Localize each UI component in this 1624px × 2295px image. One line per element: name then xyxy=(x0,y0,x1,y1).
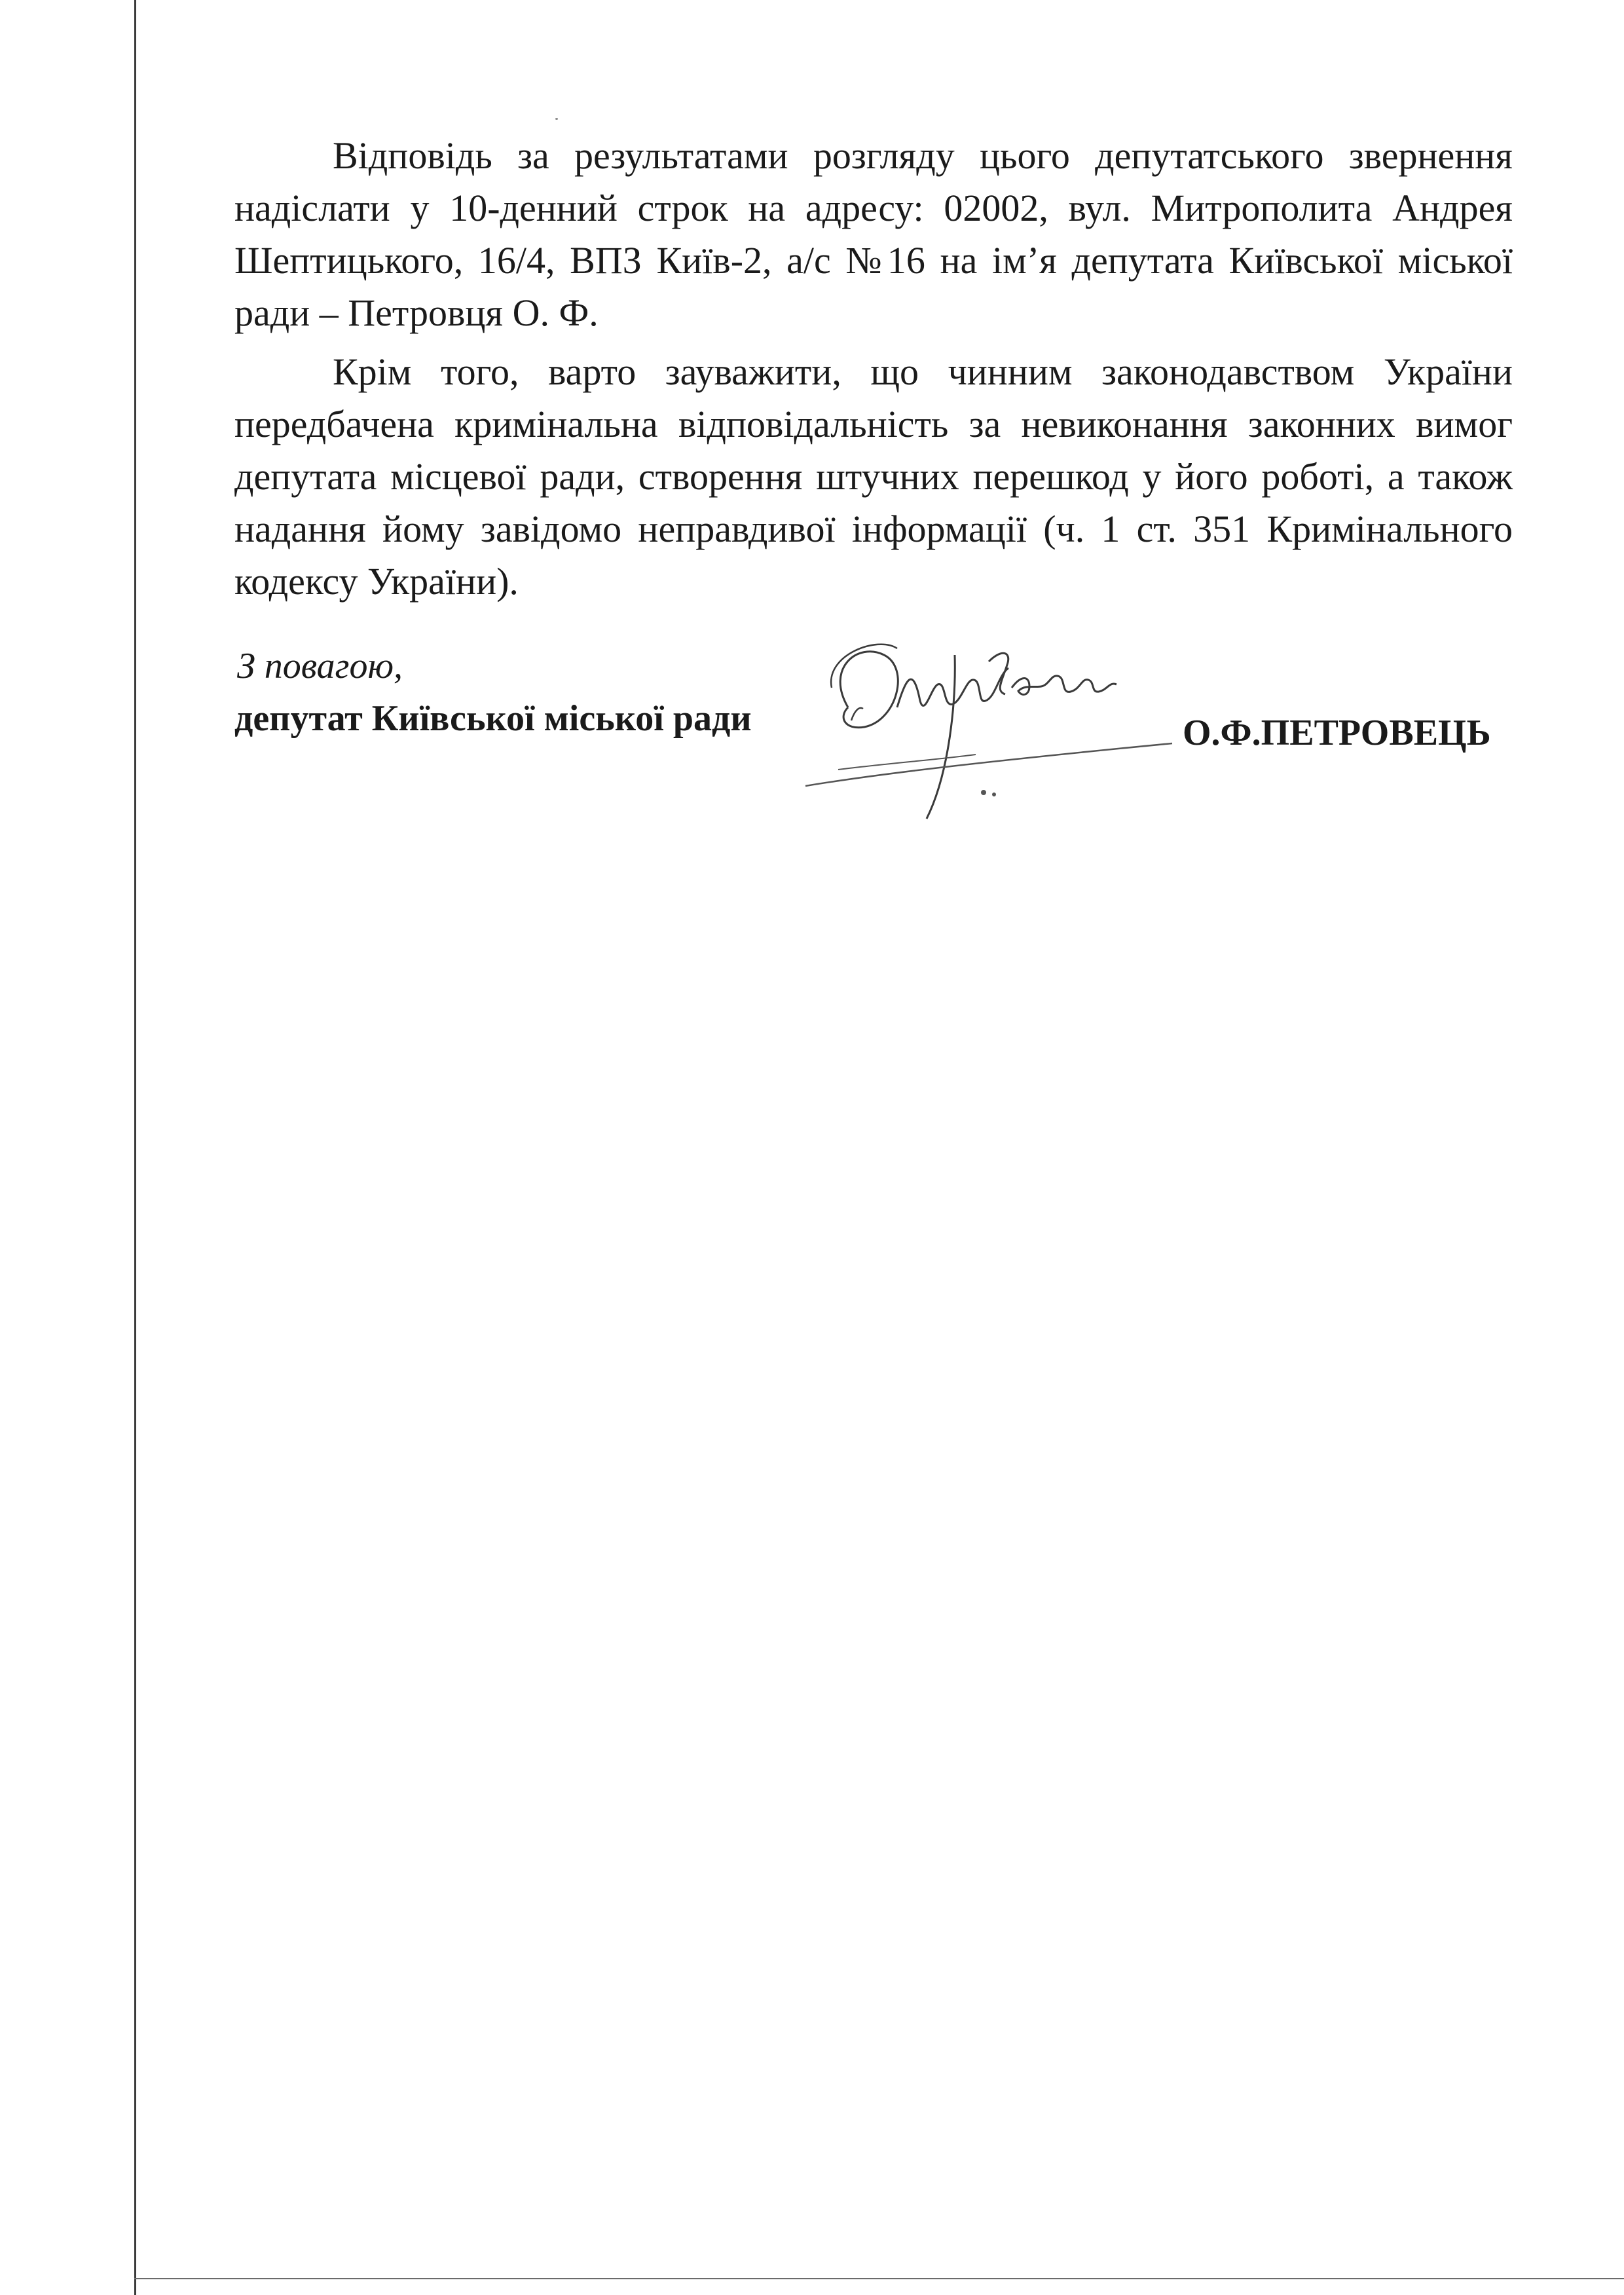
response-request-paragraph: Відповідь за результатами розгляду цього депутатського звернення надіслати у 10-денний строк на адресу: 02002, вул. Митрополита Андрея Шептицького, 16/4, ВПЗ Київ-2, а/с №16 на ім’я депутата Київської міської ради – Петровця О. Ф. xyxy=(234,134,1513,334)
signer-position: депутат Київської міської ради xyxy=(234,698,752,739)
scan-edge-bottom xyxy=(134,2278,1624,2279)
closing-salutation: З повагою, xyxy=(237,646,403,686)
legal-warning-paragraph: Крім того, варто зауважити, що чинним законодавством України передбачена кримінальна відповідальність за невиконання законних вимог депутата місцевої ради, створення штучних перешкод у його роботі, а також надання йому завідомо неправдивої інформації (ч. 1 ст. 351 Кримінального кодексу України). xyxy=(234,350,1513,603)
scan-edge-left xyxy=(134,0,136,2295)
scan-speck xyxy=(555,118,558,120)
letter-body xyxy=(234,130,1513,608)
signer-name: О.Ф.ПЕТРОВЕЦЬ xyxy=(1183,713,1491,753)
handwritten-signature xyxy=(786,629,1179,825)
